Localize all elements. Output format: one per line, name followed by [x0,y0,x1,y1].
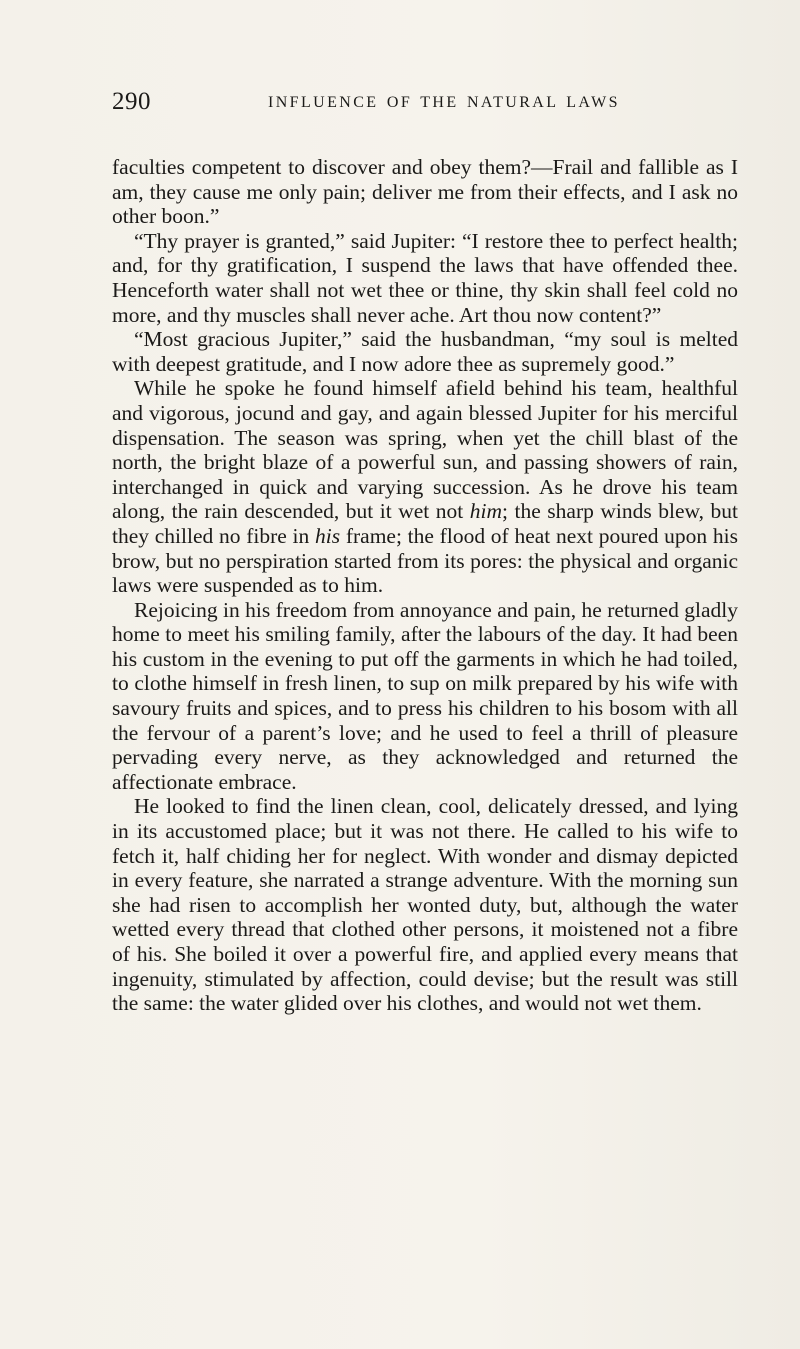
paragraph-4-emphasis-his: his [315,523,341,548]
paragraph-1: faculties competent to discover and obey them?—Frail and fallible as I am, they cause me only pain; deliver me from their effects, and I ask no other boon.” [112,155,738,229]
paragraph-4-middle: ; the sharp winds blew, but they chilled no fibre in [112,499,739,548]
paragraph-3: “Most gracious Jupiter,” said the husbandman, “my soul is melted with deepest gratitude, and I now adore thee as supremely good.” [112,327,738,376]
paragraph-5: Rejoicing in his freedom from annoyance and pain, he returned gladly home to meet his smiling family, after the labours of the day. It had been his custom in the evening to put off the garments in which he had toiled, to clothe himself in fresh linen, to sup on milk prepared by his wife with savoury fruits and spices, and to press his children to his bosom with all the fervour of a parent’s love; and he used to feel a thrill of pleasure pervading every nerve, as they acknowledged and returned the affectionate embrace. [112,597,738,794]
page-header [112,88,732,128]
paragraph-4-start: While he spoke he found himself afield behind his team, healthful and vigorous, jocund and gay, and again blessed Jupiter for his merciful dispensation. The season was spring, when yet the chill blast of the north, the bright blaze of a powerful sun, and passing showers of rain, interchanged in quick and varying succession. As he drove his team along, the rain descended, but it wet not [112,376,738,524]
paragraph-2: “Thy prayer is granted,” said Jupiter: “I restore thee to perfect health; and, for thy gratification, I suspend the laws that have offended thee. Henceforth water shall not wet thee or thine, thy skin shall feel cold no more, and thy muscles shall never ache. Art thou now content?” [112,228,738,327]
running-head: INFLUENCE OF THE NATURAL LAWS [268,94,620,111]
body-text [112,155,738,1016]
paragraph-4 [112,376,738,597]
paragraph-6: He looked to find the linen clean, cool, delicately dressed, and lying in its accustomed place; but it was not there. He called to his wife to fetch it, half chiding her for neglect. With wonder and dismay depicted in every feature, she narrated a strange adventure. With the morning sun she had risen to accomplish her wonted duty, but, although the water wetted every thread that clothed other persons, it moistened not a fibre of his. She boiled it over a powerful fire, and applied every means that ingenuity, stimulated by affection, could devise; but the result was still the same: the water glided over his clothes, and would not wet them. [112,794,738,1016]
page-number: 290 [112,88,151,115]
paragraph-4-emphasis-him: him [469,499,503,524]
paragraph-4-end: frame; the flood of heat next poured upon his brow, but no perspiration started from its pores: the physical and organic laws were suspended as to him. [112,523,738,598]
